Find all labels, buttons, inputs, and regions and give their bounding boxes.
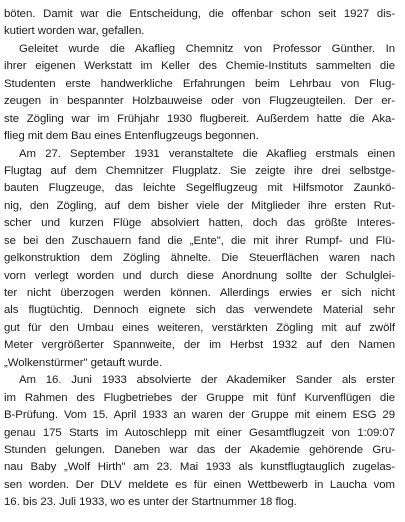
text-line: nau Baby „Wolf Hirth" am 23. Mai 1933 als kunstflugtauglich zugelas- [4, 461, 395, 474]
text-line: bauten Flugzeuge, das leichte Segelflugzeug mit Hilfsmotor Zaunkö- [4, 182, 395, 195]
text-line: ter nicht überzogen werden können. Allerdings erwies er sich nicht [4, 287, 395, 299]
text-line: nig, den Zögling, auf dem bisher viele der Mitglieder ihre ersten Rut- [4, 199, 395, 212]
text-line: im Rahmen des Flugbetriebes der Gruppe mit fünf Kurvenflügen die [4, 391, 395, 404]
text-line: gelkonstruktion dem Zögling ähnelte. Die Steuerflächen waren nach [4, 252, 395, 265]
text-line: ste Zögling war im Frühjahr 1930 flugbereit. Außerdem hatte die Aka- [4, 112, 395, 125]
text-line: B-Prüfung. Vom 15. April 1933 an waren der Gruppe mit einem ESG 29 [4, 409, 395, 422]
text-line: zeugen in bespannter Holzbauweise oder von Flugzeugteilen. Der er- [4, 95, 395, 108]
text-line: scher und kurzen Flüge absolviert hatten, doch das größte Interes- [4, 217, 395, 230]
text-line: sen worden. Der DLV meldete es für einen Wettbewerb in Laucha vom [4, 478, 395, 491]
text-line: Flugtag auf dem Chemnitzer Flugplatz. Sie zeigte ihre drei selbstge- [4, 164, 395, 177]
paragraph-first-line: Am 16. Juni 1933 absolvierte der Akademiker Sander als erster [19, 374, 395, 387]
text-line: böten. Damit war die Entscheidung, die offenbar schon seit 1927 dis- [4, 8, 395, 20]
text-line: als flugtüchtig. Dennoch eignete sich das verwendete Material sehr [4, 304, 395, 317]
text-line: Studenten erste handwerkliche Erfahrungen beim Lehrbau von Flug- [4, 77, 395, 90]
text-line: kutiert worden war, gefallen. [4, 25, 145, 38]
text-line: „Wolkenstürmer" getauft wurde. [4, 356, 163, 369]
text-line: flieg mit dem Bau eines Entenflugzeugs begonnen. [4, 130, 259, 143]
text-line: ihrer eigenen Werkstatt im Keller des Chemie-Instituts sammelten die [4, 60, 395, 73]
paragraph-first-line: Geleitet wurde die Akaflieg Chemnitz von Professor Günther. In [19, 42, 395, 55]
text-line: gut für den Umbau eines weiteren, verstärkten Zögling mit auf zwölf [4, 321, 395, 334]
paragraph-first-line: Am 27. September 1931 veranstaltete die Akaflieg erstmals einen [19, 147, 395, 160]
text-line: Meter vergrößerter Spannweite, der im Herbst 1932 auf den Namen [4, 339, 395, 352]
document-body [4, 6, 395, 512]
text-line: se bei den Zuschauern fand die „Ente", die mit ihrer Rumpf- und Flü- [4, 234, 395, 247]
text-line: 16. bis 23. Juli 1933, wo es unter der Startnummer 18 flog. [4, 496, 297, 509]
text-line: Stunden gelungen. Daneben war das der Akademie gehörende Gru- [4, 443, 395, 456]
text-line: vorn verlegt worden und durch diese Anordnung sollte der Schulglei- [4, 269, 395, 282]
text-line: genau 175 Starts im Autoschlepp mit einer Gesamtflugzeit von 1:09:07 [4, 426, 395, 439]
